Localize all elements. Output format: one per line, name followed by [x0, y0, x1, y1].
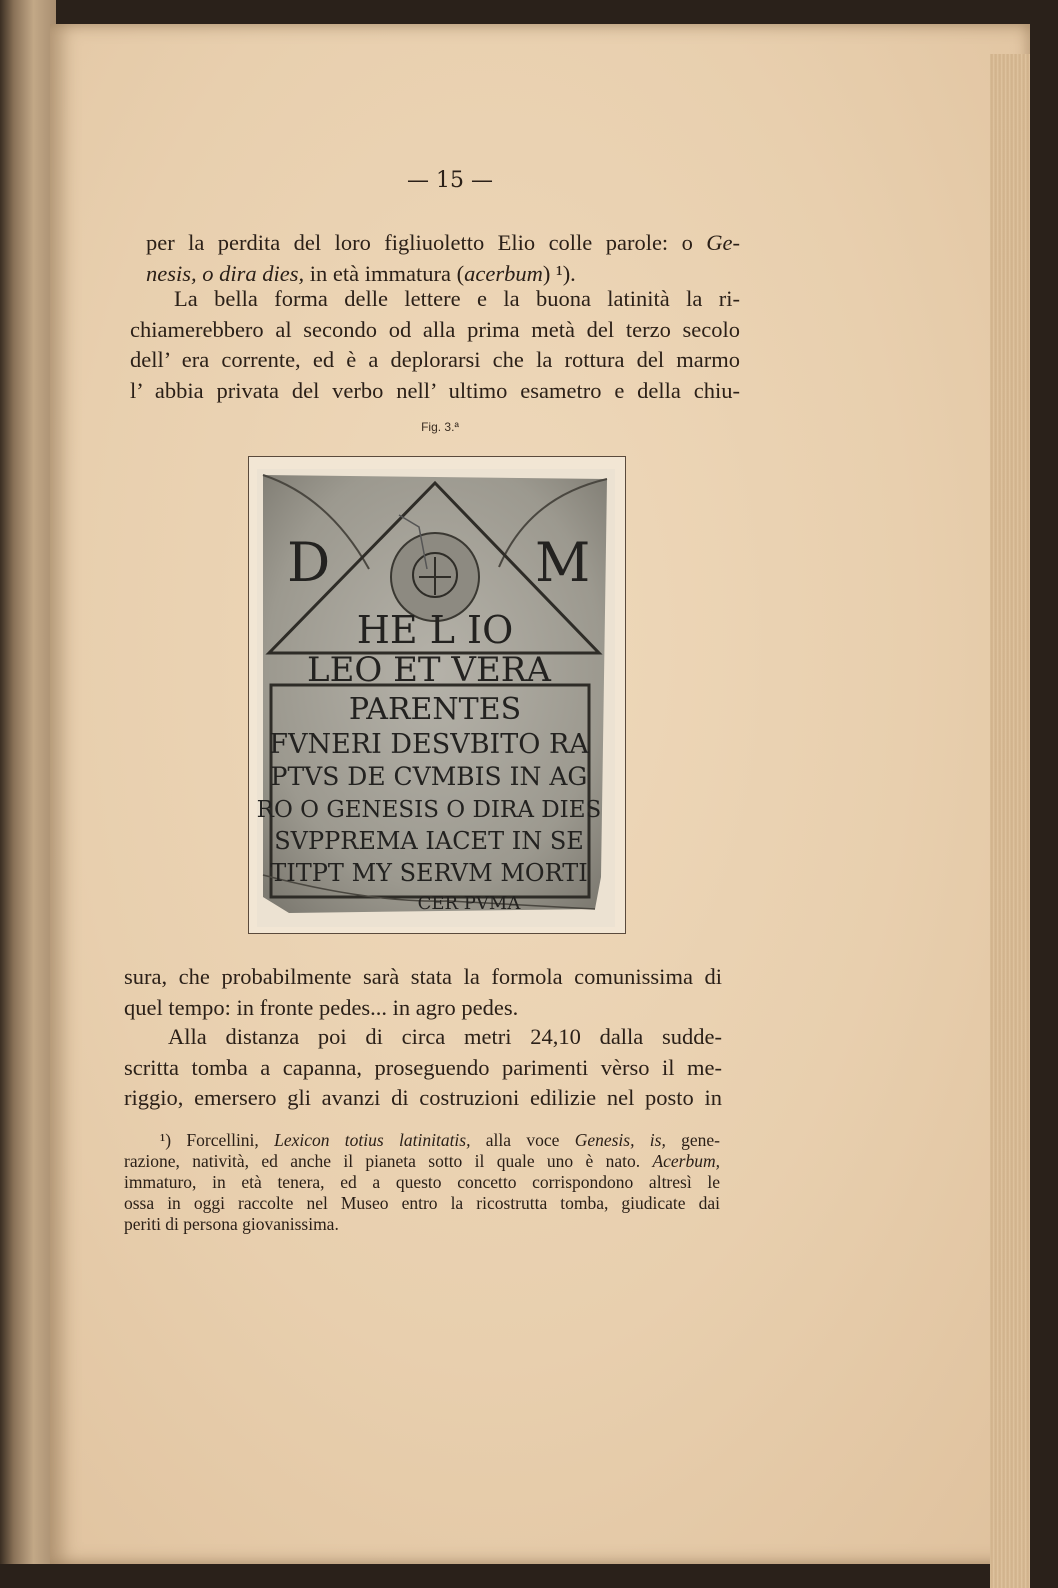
text-line [124, 1214, 720, 1235]
text-line: quel tempo: in fronte pedes... in agro pedes. [124, 994, 519, 1020]
figure-caption: Fig. 3.ª [421, 420, 459, 434]
paragraph-two [130, 284, 740, 406]
page-edges [990, 54, 1030, 1588]
inscription-line: SVPPREMA IACET IN SE [274, 827, 584, 855]
text-run: Acerbum, [652, 1151, 720, 1171]
text-run: nesis, o dira dies, [146, 260, 305, 286]
paragraph-three [124, 962, 722, 1023]
text-run: immaturo, in età tenera, ed a questo concetto corrispondono altresì le [124, 1172, 720, 1192]
text-run: per la perdita del loro figliuoletto Elio colle parole: o [146, 230, 707, 255]
text-line: scritta tomba a capanna, proseguendo parimenti vèrso il me- [124, 1054, 722, 1080]
text-run: ¹) Forcellini, [160, 1130, 275, 1150]
paragraph-four [124, 1022, 722, 1114]
page-number: — 15 — [407, 168, 493, 193]
text-run: alla voce [470, 1130, 575, 1150]
inscription-line: M [535, 531, 591, 594]
text-line [124, 1193, 720, 1214]
text-line: sura, che probabilmente sarà stata la formola comunissima di [124, 964, 722, 989]
text-run: Ge- [706, 230, 740, 255]
text-run: acerbum [464, 260, 543, 286]
inscription-line: LEO ET VERA [307, 650, 551, 690]
inscription-line: PTVS DE CVMBIS IN AG [270, 762, 588, 791]
inscription-line: D [287, 531, 331, 594]
inscription-line: HE L IO [356, 608, 514, 652]
inscription-line: CER PVMA [417, 893, 521, 914]
inscription-line: PARENTES [348, 692, 522, 727]
left-page-edge [0, 0, 56, 1564]
text-run: Genesis, is, [574, 1130, 666, 1150]
text-line: La bella forma delle lettere e la buona latinità la ri- [174, 286, 740, 311]
text-line [124, 1130, 720, 1151]
inscription-line: RO O GENESIS O DIRA DIES [256, 797, 602, 823]
text-line: dell’ era corrente, ed è a deplorarsi che la rottura del marmo [130, 347, 740, 372]
text-run: gene- [665, 1130, 721, 1150]
text-line [146, 228, 740, 259]
inscription-line: TITPT MY SERVM MORTI [270, 859, 588, 887]
inscription-photo [249, 457, 625, 933]
text-run: ossa in oggi raccolte nel Museo entro la ricostrutta tomba, giudicate dai [124, 1193, 720, 1213]
footnote [124, 1130, 720, 1235]
text-line: Alla distanza poi di circa metri 24,10 dalla sudde- [168, 1024, 722, 1049]
paragraph-top [146, 228, 740, 289]
text-run: ) ¹). [542, 260, 576, 286]
text-line [124, 1151, 720, 1172]
text-run: periti di persona giovanissima. [124, 1214, 339, 1234]
text-line [124, 1172, 720, 1193]
text-run: Lexicon totius latinitatis, [274, 1130, 471, 1150]
text-line: l’ abbia privata del verbo nell’ ultimo esametro e della chiu- [130, 377, 740, 403]
figure-inscription [248, 456, 626, 934]
text-line: riggio, emersero gli avanzi di costruzioni edilizie nel posto in [124, 1085, 722, 1110]
text-run: in età immatura ( [304, 260, 465, 286]
text-run: razione, natività, ed anche il pianeta sotto il quale uno è nato. [124, 1151, 653, 1171]
text-line: chiamerebbero al secondo od alla prima metà del terzo secolo [130, 316, 740, 342]
inscription-line: FVNERI DESVBITO RA [269, 729, 589, 760]
